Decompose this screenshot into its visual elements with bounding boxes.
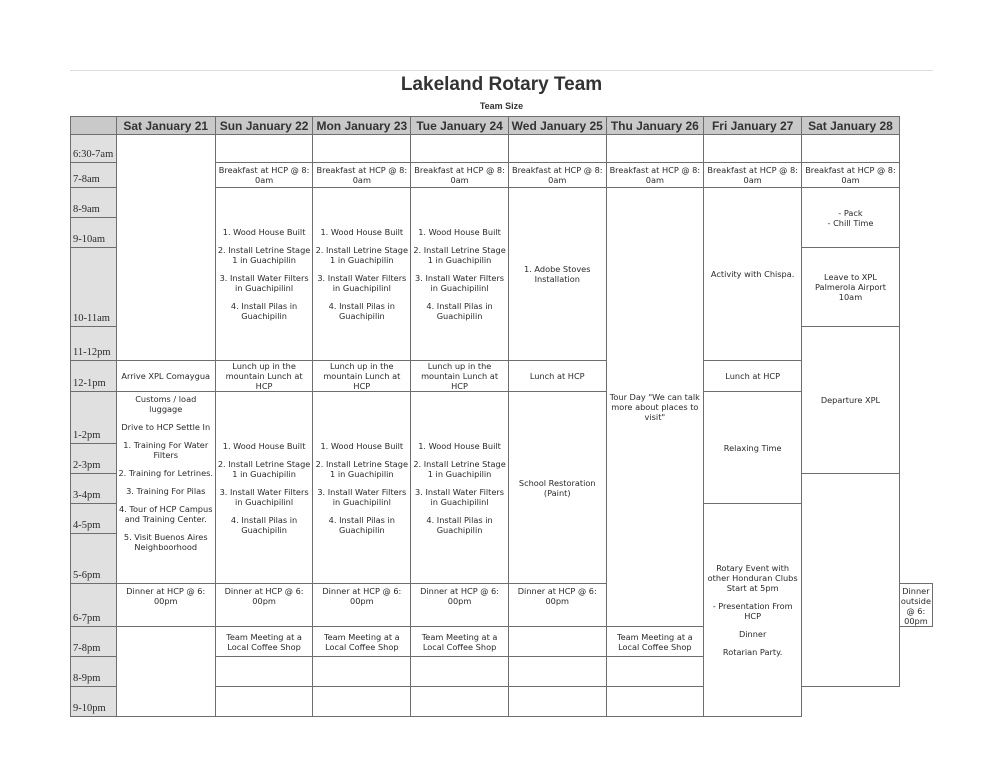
orientation-item: Customs / load luggage [135, 394, 197, 414]
page-title: Lakeland Rotary Team [400, 74, 603, 95]
time-label: 9-10am [71, 218, 117, 248]
time-label: 9-10pm [71, 687, 117, 717]
cell-empty [508, 627, 606, 657]
title-band [70, 70, 933, 99]
breakfast-cell: Breakfast at HCP @ 8: 0am [802, 163, 900, 188]
cell-empty [508, 135, 606, 163]
time-label: 1-2pm [71, 392, 117, 444]
orientation-item: 4. Tour of HCP Campus and Training Center. [119, 504, 213, 524]
day-header: Sat January 21 [116, 117, 215, 135]
work-cell [313, 188, 411, 361]
pack-cell [802, 188, 900, 248]
adobe-stoves-cell: 1. Adobe Stoves Installation [508, 188, 606, 361]
cell-empty [313, 687, 411, 717]
arrive-cell: Arrive XPL Comaygua [116, 361, 215, 392]
dinner-cell: Dinner at HCP @ 6: 00pm [116, 584, 215, 627]
work-item: 2. Install Letrine Stage 1 in Guachipilin [413, 458, 506, 479]
work-item: 4. Install Pilas in Guachipilin [426, 514, 493, 535]
work-cell [215, 392, 313, 584]
cell-empty [802, 135, 900, 163]
day-header: Mon January 23 [313, 117, 411, 135]
work-item: 3. Install Water Filters in Guachipilinl [219, 273, 309, 293]
lunch-cell: Lunch up in the mountain Lunch at HCP [313, 361, 411, 392]
cell-empty [411, 657, 509, 687]
work-item: 3. Install Water Filters in Guachipilinl [415, 486, 505, 507]
tour-day-cell: Tour Day "We can talk more about places to visit" [606, 188, 704, 627]
cell-empty [116, 135, 215, 361]
time-label: 2-3pm [71, 444, 117, 474]
day-header: Fri January 27 [704, 117, 802, 135]
leave-xpl-cell: Leave to XPL Palmerola Airport 10am [802, 248, 900, 327]
work-item: 4. Install Pilas in Guachipilin [230, 514, 298, 535]
work-item: 3. Install Water Filters in Guachipilinl [317, 273, 407, 293]
work-item: 4. Install Pilas in Guachipilin [426, 301, 493, 321]
cell-empty [508, 657, 606, 687]
work-item: 2. Install Letrine Stage 1 in Guachipilin [315, 245, 409, 265]
day-header: Wed January 25 [508, 117, 606, 135]
time-label: 12-1pm [71, 361, 117, 392]
work-item: 2. Install Letrine Stage 1 in Guachipilin [217, 245, 311, 265]
lunch-cell: Lunch up in the mountain Lunch at HCP [215, 361, 313, 392]
cell-empty [606, 687, 704, 717]
relaxing-time-cell: Relaxing Time [704, 392, 802, 504]
work-item: 2. Install Letrine Stage 1 in Guachipilin [315, 458, 409, 479]
team-meeting-cell: Team Meeting at a Local Coffee Shop [606, 627, 704, 657]
work-item: 4. Install Pilas in Guachipilin [328, 301, 395, 321]
work-item: 1. Wood House Built [418, 440, 501, 451]
dinner-cell: Dinner at HCP @ 6: 00pm [508, 584, 606, 627]
work-item: 3. Install Water Filters in Guachipilinl [219, 486, 309, 507]
breakfast-cell: Breakfast at HCP @ 8: 0am [606, 163, 704, 188]
lunch-cell: Lunch at HCP [508, 361, 606, 392]
time-label: 6-7pm [71, 584, 117, 627]
cell-empty [411, 687, 509, 717]
rotary-event-item: - Presentation From HCP [712, 601, 793, 621]
chill-text: - Chill Time [827, 217, 874, 228]
orientation-item: 5. Visit Buenos Aires Neighboorhood [123, 532, 208, 552]
time-label: 8-9pm [71, 657, 117, 687]
breakfast-cell: Breakfast at HCP @ 8: 0am [508, 163, 606, 188]
orientation-item: Drive to HCP Settle In [121, 422, 211, 432]
time-label: 5-6pm [71, 534, 117, 584]
time-label: 4-5pm [71, 504, 117, 534]
cell-empty [313, 657, 411, 687]
rotary-event-item: Rotarian Party. [722, 647, 783, 657]
corner-cell [71, 117, 117, 135]
cell-empty [508, 687, 606, 717]
dinner-cell: Dinner at HCP @ 6: 00pm [411, 584, 509, 627]
rotary-event-item: Dinner [738, 629, 767, 639]
rotary-event-item: Rotary Event with other Honduran Clubs Start at 5pm [707, 563, 798, 593]
work-cell [411, 392, 509, 584]
work-cell [215, 188, 313, 361]
breakfast-cell: Breakfast at HCP @ 8: 0am [411, 163, 509, 188]
orientation-cell [116, 392, 215, 584]
cell-empty [313, 135, 411, 163]
orientation-item: 3. Training For Pilas [126, 486, 206, 496]
time-label: 7-8am [71, 163, 117, 188]
breakfast-cell: Breakfast at HCP @ 8: 0am [215, 163, 313, 188]
page-subtitle: Team Size [479, 101, 524, 111]
school-restoration-cell: School Restoration (Paint) [508, 392, 606, 584]
work-cell [313, 392, 411, 584]
time-label: 7-8pm [71, 627, 117, 657]
chispa-cell: Activity with Chispa. [704, 188, 802, 361]
work-item: 1. Wood House Built [418, 227, 501, 237]
pack-text: - Pack [838, 207, 863, 218]
time-label: 8-9am [71, 188, 117, 218]
work-cell [411, 188, 509, 361]
work-item: 3. Install Water Filters in Guachipilinl [415, 273, 505, 293]
work-item: 4. Install Pilas in Guachipilin [328, 514, 395, 535]
cell-empty [215, 687, 313, 717]
work-item: 2. Install Letrine Stage 1 in Guachipilin [413, 245, 506, 265]
day-header: Thu January 26 [606, 117, 704, 135]
work-item: 1. Wood House Built [320, 227, 404, 237]
breakfast-cell: Breakfast at HCP @ 8: 0am [313, 163, 411, 188]
cell-empty [704, 135, 802, 163]
cell-empty [411, 135, 509, 163]
time-label: 6:30-7am [71, 135, 117, 163]
dinner-cell: Dinner outside @ 6: 00pm [899, 584, 932, 627]
cell-empty [215, 135, 313, 163]
rotary-event-cell [704, 504, 802, 717]
team-meeting-cell: Team Meeting at a Local Coffee Shop [411, 627, 509, 657]
time-label: 3-4pm [71, 474, 117, 504]
cell-empty [606, 135, 704, 163]
lunch-cell: Lunch up in the mountain Lunch at HCP [411, 361, 509, 392]
schedule-table [70, 116, 933, 717]
work-item: 4. Install Pilas in Guachipilin [230, 301, 298, 321]
cell-empty [116, 627, 215, 717]
day-header: Sun January 22 [215, 117, 313, 135]
orientation-item: 1. Training For Water Filters [123, 440, 209, 460]
work-item: 2. Install Letrine Stage 1 in Guachipilin [217, 458, 311, 479]
time-label: 11-12pm [71, 327, 117, 361]
day-header: Tue January 24 [411, 117, 509, 135]
departure-cell: Departure XPL [802, 327, 900, 474]
schedule-sheet [70, 70, 933, 714]
dinner-cell: Dinner at HCP @ 6: 00pm [215, 584, 313, 627]
day-header: Sat January 28 [802, 117, 900, 135]
work-item: 3. Install Water Filters in Guachipilinl [317, 486, 407, 507]
cell-empty [802, 474, 900, 687]
breakfast-cell: Breakfast at HCP @ 8: 0am [704, 163, 802, 188]
cell-empty [215, 657, 313, 687]
dinner-cell: Dinner at HCP @ 6: 00pm [313, 584, 411, 627]
team-meeting-cell: Team Meeting at a Local Coffee Shop [313, 627, 411, 657]
orientation-item: 2. Training for Letrines. [118, 468, 214, 478]
cell-empty [606, 657, 704, 687]
lunch-cell: Lunch at HCP [704, 361, 802, 392]
work-item: 1. Wood House Built [222, 440, 306, 451]
time-label: 10-11am [71, 248, 117, 327]
work-item: 1. Wood House Built [320, 440, 404, 451]
work-item: 1. Wood House Built [222, 227, 306, 237]
team-meeting-cell: Team Meeting at a Local Coffee Shop [215, 627, 313, 657]
